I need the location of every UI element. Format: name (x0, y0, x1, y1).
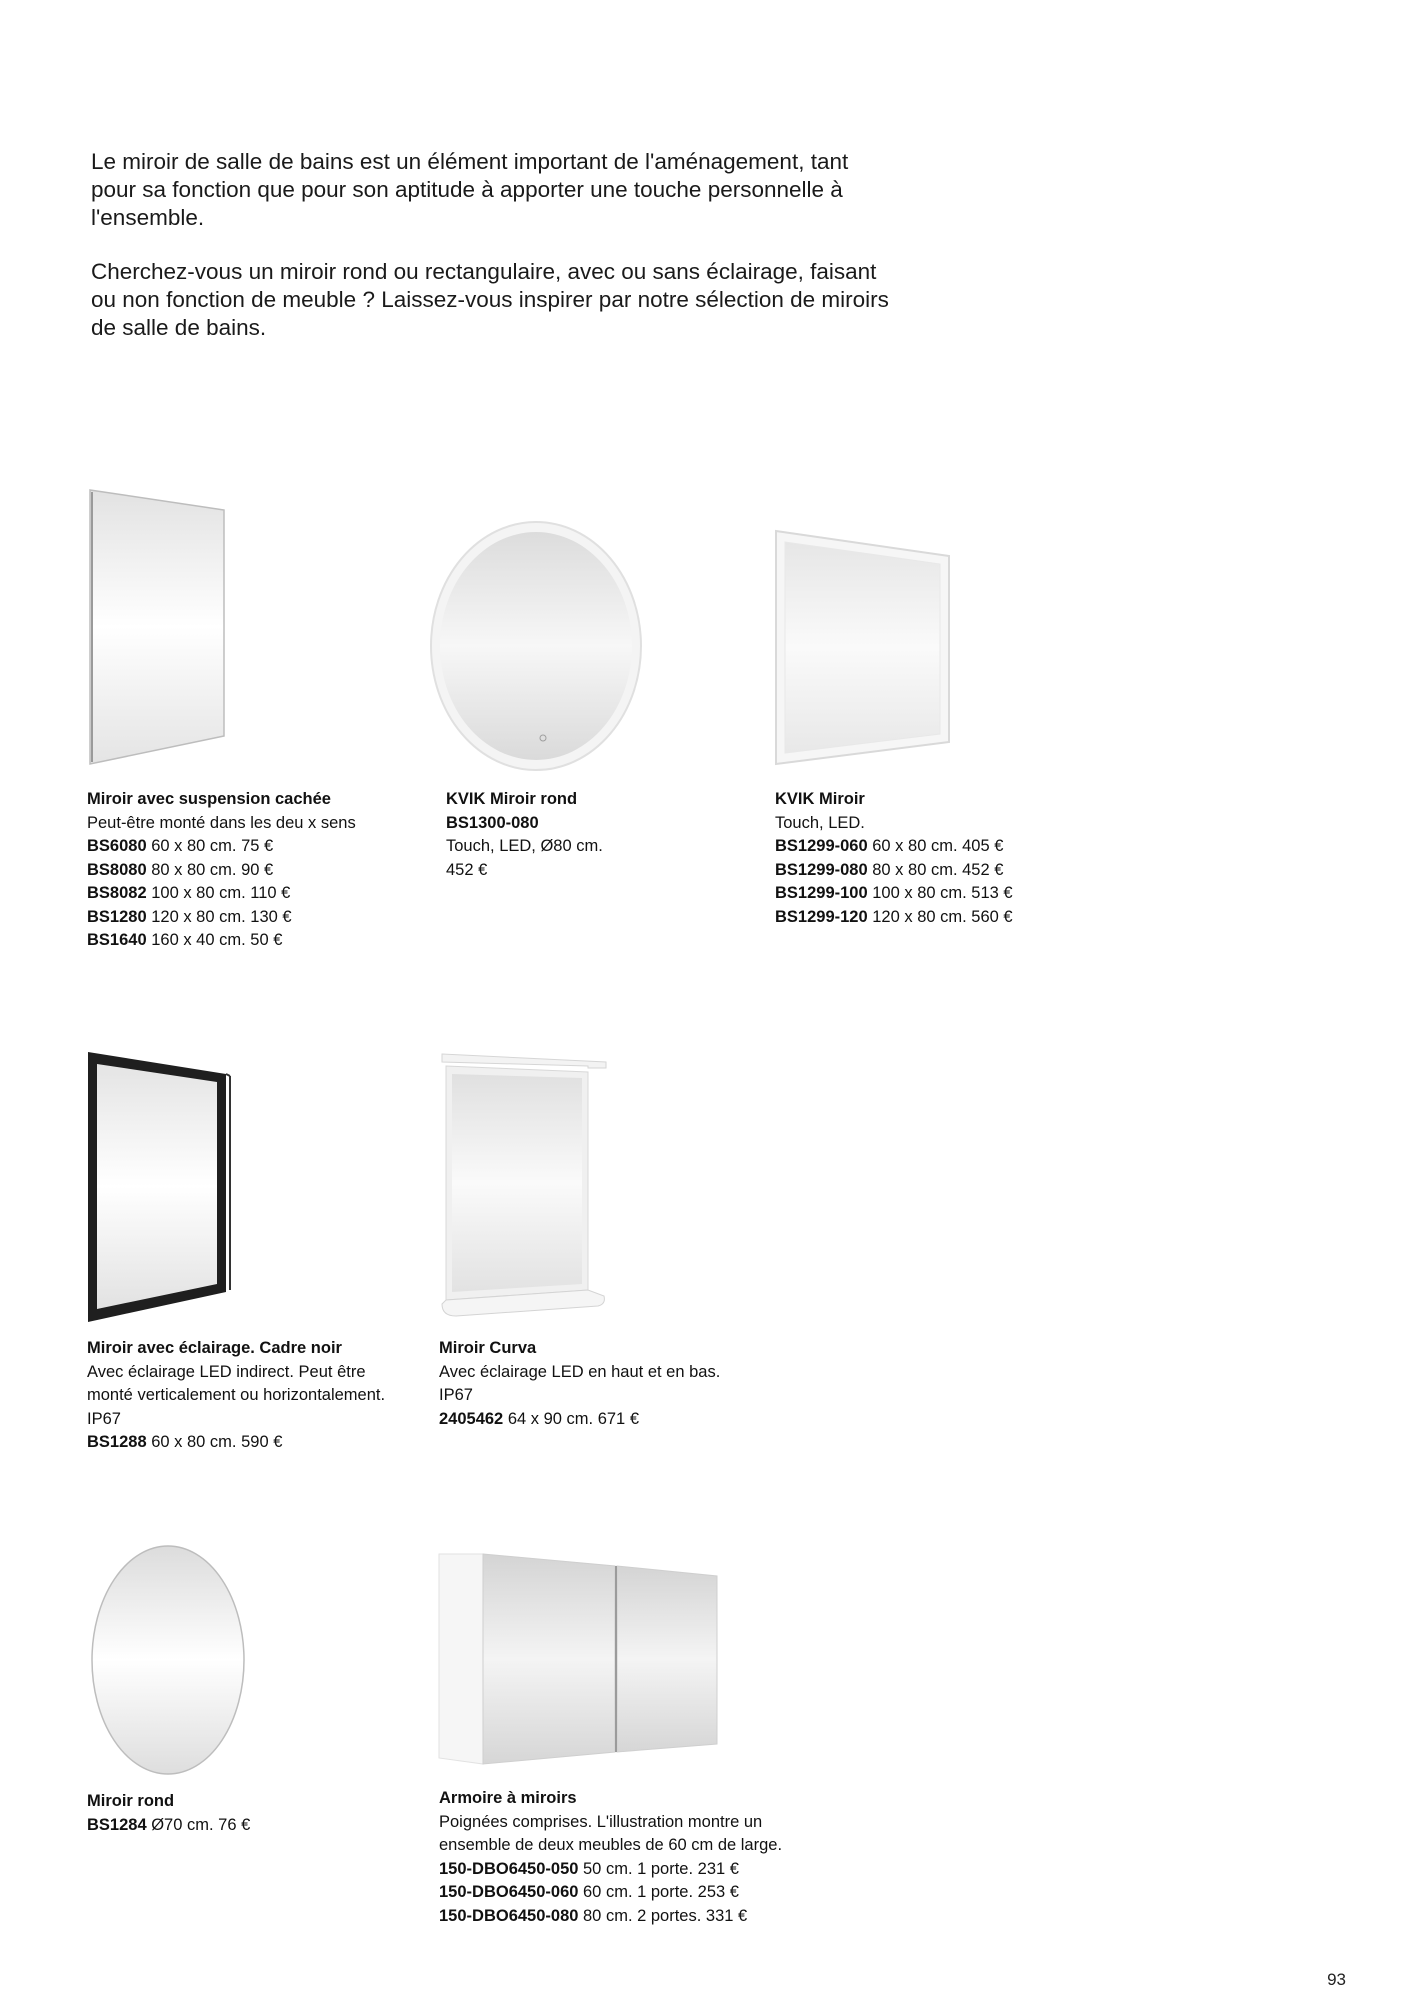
product-description-line: monté verticalement ou horizontalement. (87, 1386, 386, 1404)
variant-details: 120 x 80 cm. 130 € (146, 907, 292, 926)
variant-code: 150-DBO6450-050 (439, 1859, 579, 1878)
product-variant (439, 1881, 782, 1905)
product-price: 452 € (446, 860, 488, 879)
product-title: Miroir Curva (439, 1339, 537, 1357)
product-code: BS1300-080 (446, 813, 539, 832)
product-variant (87, 835, 356, 859)
square-led-mirror-image (773, 528, 953, 768)
intro-paragraph-2: Cherchez-vous un miroir rond ou rectangulaire, avec ou sans éclairage, faisant ou non fonction de meuble ? Laissez-vous inspirer par notre sélection de miroirs de salle de bains. (91, 259, 889, 340)
oval-mirror-image (88, 1542, 250, 1782)
product-title: KVIK Miroir (775, 790, 865, 808)
product-card-round-mirror (87, 1790, 250, 1837)
product-variant (439, 1408, 720, 1432)
variant-details: 120 x 80 cm. 560 € (867, 907, 1013, 926)
variant-details: 80 cm. 2 portes. 331 € (578, 1906, 748, 1925)
variant-code: BS1284 (87, 1815, 147, 1834)
variant-details: 100 x 80 cm. 110 € (146, 884, 291, 902)
product-description-line: Poignées comprises. L'illustration montre un (439, 1812, 763, 1831)
page-number: 93 (1327, 1970, 1346, 1989)
product-variant (775, 835, 1013, 859)
product-card-mirror-cabinet (439, 1787, 782, 1928)
variant-code: BS1299-100 (775, 884, 868, 902)
variant-details: 60 x 80 cm. 405 € (867, 837, 1004, 855)
product-description-line: IP67 (439, 1386, 473, 1404)
product-card-kvik-mirror (775, 788, 1013, 929)
product-title: KVIK Miroir rond (446, 790, 578, 808)
variant-details: 100 x 80 cm. 513 € (867, 884, 1013, 902)
product-description: Touch, LED, Ø80 cm. (446, 837, 603, 855)
variant-code: BS8080 (87, 860, 147, 879)
variant-code: BS1299-080 (775, 860, 868, 879)
product-card-kvik-round-mirror (446, 788, 603, 882)
variant-details: 64 x 90 cm. 671 € (503, 1409, 639, 1428)
product-card-black-frame-mirror (87, 1337, 385, 1455)
variant-code: 2405462 (439, 1409, 504, 1428)
variant-code: BS1280 (87, 907, 147, 926)
product-variant (87, 882, 356, 906)
product-description-line: IP67 (87, 1409, 121, 1428)
product-description-line: ensemble de deux meubles de 60 cm de large. (439, 1836, 783, 1854)
product-variant (87, 1814, 250, 1838)
variant-code: BS8082 (87, 884, 147, 902)
product-variant (775, 906, 1013, 930)
product-variant (439, 1905, 782, 1929)
product-variant (439, 1858, 782, 1882)
product-description-line: Avec éclairage LED indirect. Peut être (87, 1362, 366, 1381)
product-title: Armoire à miroirs (439, 1789, 577, 1807)
product-description-line: Avec éclairage LED en haut et en bas. (439, 1362, 721, 1381)
variant-details: 50 cm. 1 porte. 231 € (578, 1859, 739, 1878)
product-title: Miroir avec éclairage. Cadre noir (87, 1339, 342, 1357)
variant-details: 60 x 80 cm. 75 € (146, 837, 274, 855)
intro-text (91, 148, 891, 342)
variant-details: 160 x 40 cm. 50 € (146, 931, 283, 949)
intro-paragraph-1: Le miroir de salle de bains est un élément important de l'aménagement, tant pour sa fonction que pour son aptitude à apporter une touche personnelle à l'ensemble. (91, 149, 849, 230)
variant-code: 150-DBO6450-080 (439, 1906, 579, 1925)
variant-code: BS6080 (87, 837, 147, 855)
variant-code: BS1288 (87, 1433, 147, 1451)
variant-details: 60 x 80 cm. 590 € (146, 1433, 283, 1451)
mirror-hidden-suspension-image (88, 488, 228, 768)
product-card-hidden-suspension-mirror (87, 788, 356, 953)
product-description: Peut-être monté dans les deu x sens (87, 813, 356, 832)
product-variant (87, 859, 356, 883)
variant-code: BS1299-120 (775, 907, 868, 926)
variant-details: 60 cm. 1 porte. 253 € (578, 1883, 739, 1901)
mirror-cabinet-image (437, 1552, 721, 1766)
product-variant (775, 882, 1013, 906)
product-variant (87, 1431, 385, 1455)
black-frame-mirror-image (86, 1050, 232, 1326)
product-variant (775, 859, 1013, 883)
curva-mirror-image (438, 1052, 610, 1320)
product-variant (87, 906, 356, 930)
product-variant (87, 929, 356, 953)
product-title: Miroir avec suspension cachée (87, 790, 331, 808)
product-title: Miroir rond (87, 1792, 175, 1810)
variant-details: 80 x 80 cm. 90 € (146, 860, 274, 879)
variant-code: BS1299-060 (775, 837, 868, 855)
variant-code: 150-DBO6450-060 (439, 1883, 579, 1901)
variant-details: 80 x 80 cm. 452 € (867, 860, 1004, 879)
variant-code: BS1640 (87, 931, 147, 949)
product-card-curva-mirror (439, 1337, 720, 1431)
variant-details: Ø70 cm. 76 € (146, 1815, 251, 1834)
round-led-mirror-image (428, 518, 644, 778)
product-description: Touch, LED. (775, 813, 865, 832)
